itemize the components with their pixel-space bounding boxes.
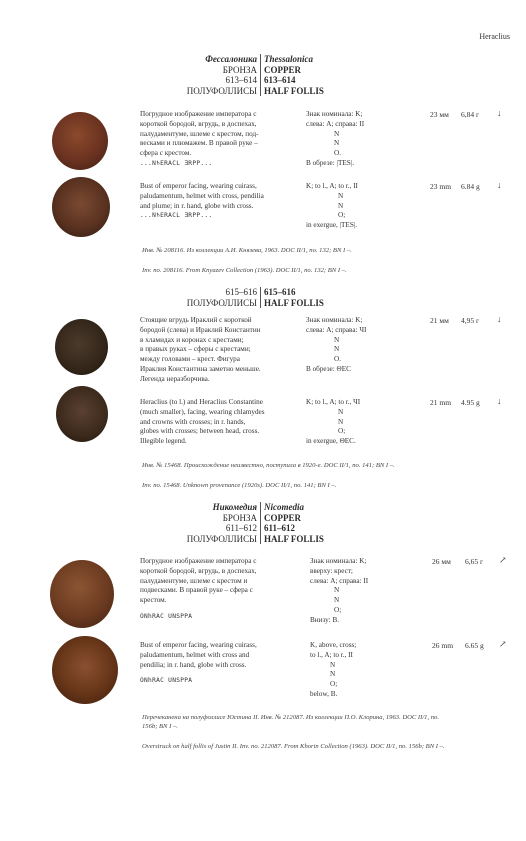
coin-size: 23 mm xyxy=(430,182,452,191)
mint-name-ru: Фессалоника xyxy=(205,54,257,64)
provenance-note-en: Inv. no. 208116. From Knyazev Collection (1963). DOC II/1, no. 132; BN I –. xyxy=(142,267,347,274)
date-en: 615–616 xyxy=(264,287,296,297)
coin-size: 21 mm xyxy=(430,398,452,407)
coin-size: 23 мм xyxy=(430,110,449,119)
coin-reverse-image xyxy=(52,177,110,237)
running-head: Heraclius xyxy=(479,32,510,41)
coin-reverse-image xyxy=(52,636,118,704)
entry-reverse-marks-en: K; to l., A; to r., II N N O; in exergue, |TES|. xyxy=(306,182,358,230)
denomination-en: HALF FOLLIS xyxy=(264,297,324,308)
entry-description-ru: Погрудное изображение императора с короткой бородой, вгрудь, в доспехах, палудаментуме, шлеме с крестом и подвесками. В правой руке – сфера с крестом. ONhRAC UNSPPA xyxy=(140,557,257,620)
coin-size: 26 mm xyxy=(432,641,454,650)
coin-obverse-image xyxy=(55,319,108,375)
die-axis-arrow-icon: ↓ xyxy=(497,180,502,190)
entry-description-ru: Погрудное изображение императора с короткой бородой, вгрудь, в доспехах, палудаментуме, шлеме с крестом, под- весками и плюмажем. В правой руке – сфера с крестом. ...N♄ERACL ƎRPP... xyxy=(140,110,259,167)
die-axis-arrow-icon: ↗ xyxy=(499,639,507,649)
entry-reverse-marks-ru: Знак номинала: K; слева: A; справа: ЧI N N O. В обрезе: ΘEC xyxy=(306,316,367,373)
metal-ru: БРОНЗА xyxy=(222,512,257,523)
denomination-ru: ПОЛУФОЛЛИСЫ xyxy=(186,297,257,308)
die-axis-arrow-icon: ↓ xyxy=(497,108,502,118)
date-ru: 613–614 xyxy=(225,75,257,85)
provenance-note-ru: Инв. № 15468. Происхождение неизвестно, поступила в 1920-е. DOC II/1, no. 141; BN I –. xyxy=(142,462,395,469)
coin-legend: ONhRAC UNSPPA xyxy=(140,612,193,620)
date-ru: 611–612 xyxy=(225,523,257,533)
entry-reverse-marks-ru: Знак номинала: K; вверху: крест; слева: A; справа: II N N O; Внизу: B. xyxy=(310,557,369,624)
provenance-note-ru: Инв. № 208116. Из коллекции А.И. Князева, 1963. DOC II/1, no. 132; BN I –. xyxy=(142,247,352,254)
mint-name-en: Thessalonica xyxy=(264,54,314,64)
metal-ru: БРОНЗА xyxy=(222,64,257,75)
coin-weight: 6,84 г xyxy=(461,110,480,119)
section-divider xyxy=(260,502,261,544)
entry-description-ru: Стоящие вгрудь Ираклий с короткой бородой (слева) и Ираклий Константин в хламидах и коронах с крестами; в правых руках – сферы с крестами; между головами – крест. Фигура Ираклия Константина заметно меньше. Легенда неразборчива. xyxy=(140,316,261,383)
coin-obverse-image xyxy=(52,112,108,170)
section-title-en xyxy=(264,287,324,308)
entry-reverse-marks-en: K; to l., A; to r., ЧI N N O; in exergue, ΘEC. xyxy=(306,398,361,446)
coin-weight: 4,95 г xyxy=(461,316,480,325)
section-divider xyxy=(260,54,261,96)
denomination-en: HALF FOLLIS xyxy=(264,85,324,96)
section-title-en xyxy=(264,502,324,544)
coin-weight: 6,65 г xyxy=(465,557,484,566)
date-ru: 615–616 xyxy=(225,287,257,297)
provenance-note-en: Overstruck on half follis of Justin II. Inv. no. 212087. From Khorin Collection (1963). DOC II/1, no. 156b; BN I –. xyxy=(142,743,445,750)
mint-name-en: Nicomedia xyxy=(264,502,304,512)
denomination-ru: ПОЛУФОЛЛИСЫ xyxy=(186,85,257,96)
denomination-en: HALF FOLLIS xyxy=(264,533,324,544)
denomination-ru: ПОЛУФОЛЛИСЫ xyxy=(186,533,257,544)
entry-description-en: Bust of emperor facing, wearing cuirass, paludamentum, helmet with cross and pendilia; in r. hand, globe with cross. ONhRAC UNSPPA xyxy=(140,641,257,685)
coin-obverse-image xyxy=(50,560,114,628)
section-title-en xyxy=(264,54,324,96)
metal-en: COPPER xyxy=(264,512,301,523)
coin-legend: ONhRAC UNSPPA xyxy=(140,677,193,685)
section-divider xyxy=(260,287,261,308)
coin-weight: 4.95 g xyxy=(461,398,480,407)
die-axis-arrow-icon: ↓ xyxy=(497,396,502,406)
section-title-ru xyxy=(152,502,257,544)
coin-size: 21 мм xyxy=(430,316,449,325)
date-en: 613–614 xyxy=(264,75,296,85)
provenance-note-en: Inv. no. 15468. Unknown provenance (1920s). DOC II/1, no. 141; BN I –. xyxy=(142,482,337,489)
coin-weight: 6.84 g xyxy=(461,182,480,191)
entry-description-en: Heraclius (to l.) and Heraclius Constantine (much smaller), facing, wearing chlamydes and crowns with crosses; in r. hands, globes with crosses; between head, cross. Illegible legend. xyxy=(140,398,265,446)
coin-legend: ...N♄ERACL ƎRPP... xyxy=(140,159,213,167)
metal-en: COPPER xyxy=(264,64,301,75)
die-axis-arrow-icon: ↓ xyxy=(497,314,502,324)
die-axis-arrow-icon: ↗ xyxy=(499,555,507,565)
coin-legend: ...N♄ERACL ƎRPP... xyxy=(140,212,213,220)
date-en: 611–612 xyxy=(264,523,296,533)
mint-name-ru: Никомедия xyxy=(212,502,257,512)
entry-description-en: Bust of emperor facing, wearing cuirass, paludamentum, helmet with cross, pendilia and plume; in r. hand, globe with cross. ...N♄ERACL ƎRPP... xyxy=(140,182,264,220)
entry-reverse-marks-en: K, above, cross; to l., A; to r., II N N O; below, B. xyxy=(310,641,357,698)
section-title-ru xyxy=(152,287,257,308)
coin-weight: 6.65 g xyxy=(465,641,484,650)
coin-size: 26 мм xyxy=(432,557,451,566)
provenance-note-ru: Перечеканена на полуфоллисе Юстина II. Инв. № 212087. Из коллекции П.О. Клорина, 1963. DOC II/1, no. 156b; BN I –. xyxy=(142,714,439,730)
entry-reverse-marks-ru: Знак номинала: K; слева: A; справа: II N N O. В обрезе: |TES|. xyxy=(306,110,365,167)
section-title-ru xyxy=(152,54,257,96)
coin-reverse-image xyxy=(56,386,108,442)
